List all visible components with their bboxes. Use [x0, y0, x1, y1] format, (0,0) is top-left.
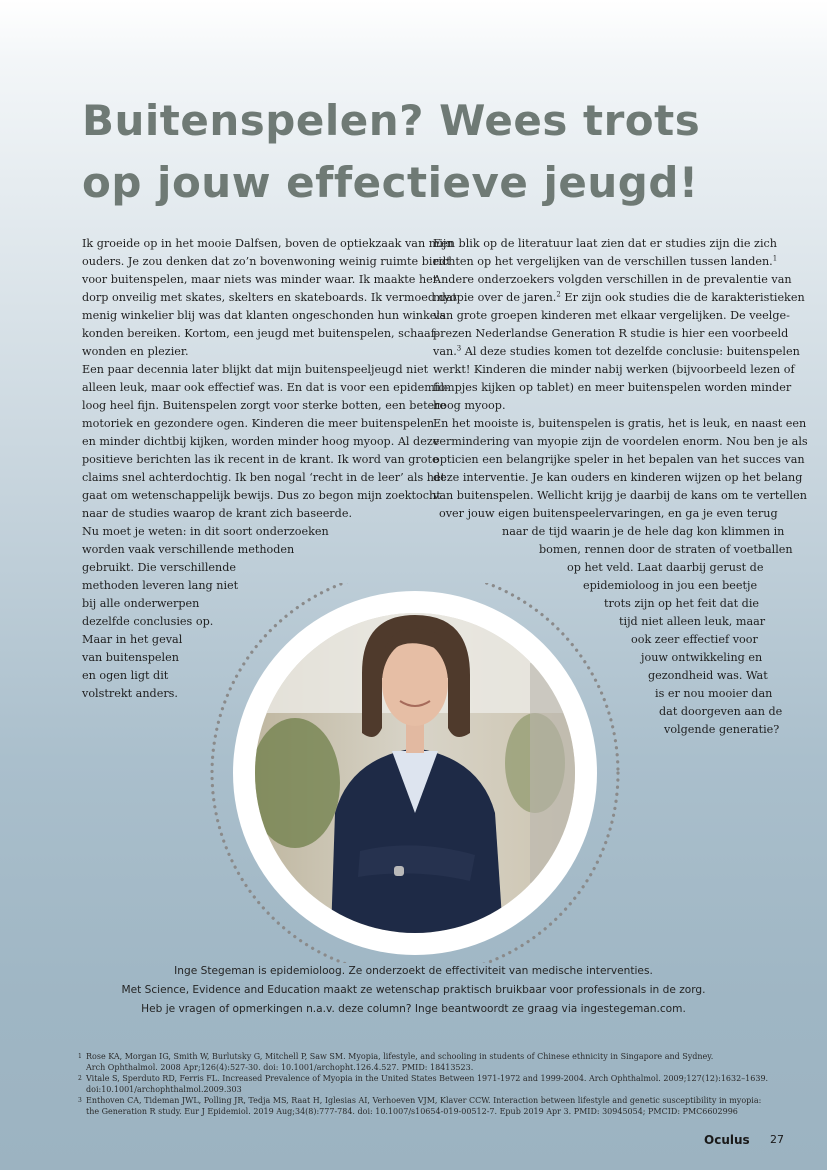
- magazine-logo: Oculus: [704, 1133, 750, 1147]
- body-line: Maar in het geval: [82, 633, 183, 646]
- body-line: werkt! Kinderen die minder nabij werken (bijvoorbeeld lezen of: [433, 363, 795, 376]
- body-line: trots zijn op het feit dat die: [604, 597, 760, 610]
- body-line: vermindering van myopie zijn de voordelen enorm. Nou ben je als: [433, 435, 808, 448]
- body-line: en ogen ligt dit: [82, 669, 169, 682]
- body-line: konden bereiken. Kortom, een jeugd met buitenspelen, schaaf-: [82, 327, 439, 340]
- page-number: 27: [770, 1133, 784, 1146]
- footnote-number: 2: [78, 1075, 82, 1082]
- body-line: op het veld. Laat daarbij gerust de: [567, 561, 764, 574]
- body-line: gaat om wetenschappelijk bewijs. Dus zo begon mijn zoektocht: [82, 489, 441, 502]
- body-line: over jouw eigen buitenspeelervaringen, en ga je even terug: [439, 507, 778, 520]
- body-line: Andere onderzoekers volgden verschillen in de prevalentie van: [433, 273, 792, 286]
- title-line-2: op jouw effectieve jeugd!: [82, 158, 699, 207]
- body-line: prezen Nederlandse Generation R studie is hier een voorbeeld: [433, 327, 789, 340]
- body-line: ook zeer effectief voor: [631, 633, 758, 646]
- author-portrait: [200, 583, 630, 963]
- article-title: [82, 90, 782, 214]
- footnote-text: Vitale S, Sperduto RD, Ferris FL. Increased Prevalence of Myopia in the United States Between 1971-1972 and 1999-2004. Arch Ophthalmol. 2009;127(12):1632–1639.: [86, 1074, 769, 1083]
- body-line: alleen leuk, maar ook effectief was. En dat is voor een epidemio-: [82, 381, 449, 394]
- body-line: volgende generatie?: [664, 723, 780, 736]
- portrait-photo: [200, 583, 630, 963]
- body-line: Ik groeide op in het mooie Dalfsen, boven de optiekzaak van mijn: [82, 237, 454, 250]
- body-text: myopie over de jaren.: [433, 291, 557, 304]
- body-line: claims snel achterdochtig. Ik ben nogal ‘recht in de leer’ als het: [82, 471, 446, 484]
- body-line: epidemioloog in jou een beetje: [583, 579, 758, 592]
- body-line: Een paar decennia later blijkt dat mijn buitenspeeljeugd niet: [82, 363, 429, 376]
- body-line: wonden en plezier.: [82, 345, 189, 358]
- body-line: hoog myoop.: [433, 399, 506, 412]
- body-line: naar de studies waarop de krant zich baseerde.: [82, 507, 352, 520]
- body-line: en minder dichtbij kijken, worden minder hoog myoop. Al deze: [82, 435, 440, 448]
- body-line: van buitenspelen. Wellicht krijg je daarbij de kans om te vertellen: [433, 489, 807, 502]
- body-line: opticien een belangrijke speler in het bepalen van het succes van: [433, 453, 805, 466]
- body-line: tijd niet alleen leuk, maar: [619, 615, 766, 628]
- footnote-text: the Generation R study. Eur J Epidemiol. 2019 Aug;34(8):777-784. doi: 10.1007/s10654-019-00512-7. Epub 2019 Apr 3. PMID: 30945054; PMCID: PMC6602996: [86, 1107, 738, 1116]
- body-line: dorp onveilig met skates, skelters en skateboards. Ik vermoed dat: [82, 291, 457, 304]
- body-line: menig winkelier blij was dat klanten ongeschonden hun winkels: [82, 309, 446, 322]
- footnote-number: 3: [78, 1097, 82, 1104]
- body-line: dat doorgeven aan de: [659, 705, 783, 718]
- author-caption: [0, 962, 827, 1019]
- body-line: worden vaak verschillende methoden: [82, 543, 295, 556]
- footnote-2: [78, 1073, 778, 1095]
- footnotes: [78, 1051, 778, 1117]
- reference-mark-1: 1: [772, 254, 778, 263]
- body-line: gezondheid was. Wat: [648, 669, 768, 682]
- body-text: Er zijn ook studies die de karakteristieken: [560, 291, 805, 304]
- body-line: filmpjes kijken op tablet) en meer buitenspelen worden minder: [433, 381, 792, 394]
- caption-line: Met Science, Evidence and Education maakt ze wetenschap praktisch bruikbaar voor professionals in de zorg.: [121, 984, 706, 996]
- body-line-with-ref: [433, 289, 808, 307]
- body-line: methoden leveren lang niet: [82, 579, 239, 592]
- body-line: Nu moet je weten: in dit soort onderzoeken: [82, 525, 329, 538]
- body-line: is er nou mooier dan: [655, 687, 773, 700]
- body-line: gebruikt. Die verschillende: [82, 561, 237, 574]
- footnote-text: Arch Ophthalmol. 2008 Apr;126(4):527-30. doi: 10.1001/archopht.126.4.527. PMID: 18413523.: [86, 1063, 474, 1072]
- body-text: Al deze studies komen tot dezelfde conclusie: buitenspelen: [461, 345, 800, 358]
- body-line: van buitenspelen: [82, 651, 179, 664]
- footnote-3: [78, 1095, 778, 1117]
- body-line: Een blik op de literatuur laat zien dat er studies zijn die zich: [433, 237, 777, 250]
- footnote-number: 1: [78, 1053, 82, 1060]
- body-line: voor buitenspelen, maar niets was minder waar. Ik maakte het: [82, 273, 438, 286]
- reference-mark-3: 3: [456, 344, 462, 353]
- body-text: van.: [433, 345, 457, 358]
- body-line: dezelfde conclusies op.: [82, 615, 214, 628]
- footnote-1: [78, 1051, 778, 1073]
- body-line: En het mooiste is, buitenspelen is gratis, het is leuk, en naast een: [433, 417, 807, 430]
- body-line: bomen, rennen door de straten of voetballen: [539, 543, 793, 556]
- body-line: deze interventie. Je kan ouders en kinderen wijzen op het belang: [433, 471, 803, 484]
- body-line: ouders. Je zou denken dat zo’n bovenwoning weinig ruimte biedt: [82, 255, 451, 268]
- body-line: jouw ontwikkeling en: [641, 651, 763, 664]
- body-line: bij alle onderwerpen: [82, 597, 200, 610]
- body-text: richten op het vergelijken van de verschillen tussen landen.: [433, 255, 773, 268]
- body-line: naar de tijd waarin je de hele dag kon klimmen in: [502, 525, 785, 538]
- body-line-with-ref: [433, 253, 808, 271]
- footnote-text: Rose KA, Morgan IG, Smith W, Burlutsky G, Mitchell P, Saw SM. Myopia, lifestyle, and schooling in students of Chinese ethnicity in Singapore and Sydney.: [86, 1052, 714, 1061]
- body-line: motoriek en gezondere ogen. Kinderen die meer buitenspelen: [82, 417, 435, 430]
- title-line-1: Buitenspelen? Wees trots: [82, 96, 701, 145]
- body-line-with-ref: [433, 343, 808, 361]
- body-line: volstrekt anders.: [82, 687, 178, 700]
- footnote-text: doi:10.1001/archophthalmol.2009.303: [86, 1085, 242, 1094]
- caption-line: Inge Stegeman is epidemioloog. Ze onderzoekt de effectiviteit van medische interventies.: [174, 965, 653, 977]
- body-line: loog heel fijn. Buitenspelen zorgt voor sterke botten, een betere: [82, 399, 447, 412]
- body-line: positieve berichten las ik recent in de krant. Ik word van grote: [82, 453, 439, 466]
- body-line: van grote groepen kinderen met elkaar vergelijken. De veelge-: [433, 309, 790, 322]
- caption-line: Heb je vragen of opmerkingen n.a.v. deze column? Inge beantwoordt ze graag via ingestegeman.com.: [141, 1003, 686, 1015]
- footnote-text: Enthoven CA, Tideman JWL, Polling JR, Tedja MS, Raat H, Iglesias AI, Verhoeven VJM, Klaver CCW. Interaction between lifestyle and genetic susceptibility in myopia:: [86, 1096, 762, 1105]
- reference-mark-2: 2: [556, 290, 561, 299]
